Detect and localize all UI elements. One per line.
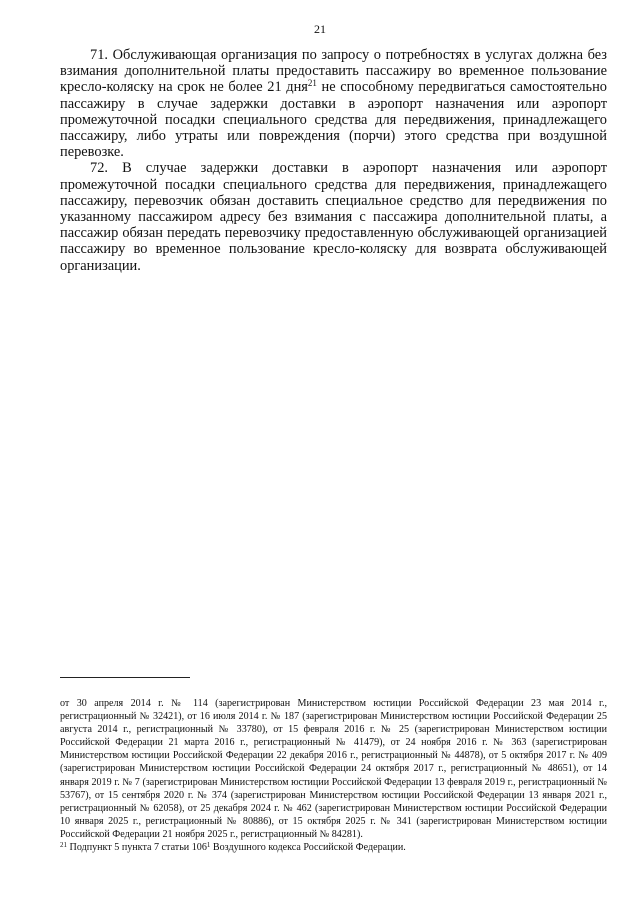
footnote-21-text-before: Подпункт 5 пункта 7 статьи 106 xyxy=(67,842,207,854)
footnote-reference-21: 21 xyxy=(307,78,317,89)
footnote-21-mark: 21 xyxy=(60,841,67,850)
paragraph-71 xyxy=(60,47,607,160)
footnote-continuation: от 30 апреля 2014 г. № 114 (зарегистрирован Министерством юстиции Российской Федерации 23 мая 2014 г., регистрационный № 32421), от 16 июля 2014 г. № 187 (зарегистрирован Министерством юстиции Российской Федерации 25 августа 2014 г., регистрационный № 33780), от 15 февраля 2016 г. № 25 (зарегистрирован Министерством юстиции Российской Федерации 21 марта 2016 г., регистрационный № 41479), от 24 ноября 2016 г. № 363 (зарегистрирован Министерством юстиции Российской Федерации 22 декабря 2016 г., регистрационный № 44878), от 5 октября 2017 г. № 409 (зарегистрирован Министерством юстиции Российской Федерации 24 октября 2017 г., регистрационный № 48651), от 14 января 2019 г. № 7 (зарегистрирован Министерством юстиции Российской Федерации 13 февраля 2019 г., регистрационный № 53767), от 15 сентября 2020 г. № 374 (зарегистрирован Министерством юстиции Российской Федерации 13 января 2021 г., регистрационный № 62058), от 25 декабря 2024 г. № 462 (зарегистрирован Министерством юстиции Российской Федерации 10 января 2025 г., регистрационный № 80886), от 15 октября 2025 г. № 341 (зарегистрирован Министерством юстиции Российской Федерации 21 ноября 2025 г., регистрационный № 84281). xyxy=(60,698,607,840)
page-number: 21 xyxy=(314,22,326,36)
footnote-21-text-after: Воздушного кодекса Российской Федерации. xyxy=(210,842,406,854)
paragraph-71-text-before: 71. Обслуживающая организация по запросу о потребностях в услугах должна без взимания дополнительной платы предоставить пассажиру во временное пользование кресло-коляску на срок не более 21 дня xyxy=(60,47,607,96)
paragraph-72: 72. В случае задержки доставки в аэропорт назначения или аэропорт промежуточной посадки специального средства для передвижения, принадлежащего пассажиру, перевозчик обязан доставить специальное средство для передвижения по указанному пассажиром адресу без взимания с пассажира дополнительной платы, а пассажир обязан передать перевозчику предоставленную обслуживающей организацией пассажиру во временное пользование кресло-коляску для возврата обслуживающей организации. xyxy=(60,160,607,274)
main-text xyxy=(60,47,607,274)
footnote-21 xyxy=(60,841,607,854)
footnote-separator xyxy=(60,677,190,678)
footnote-21-article-sup: 1 xyxy=(206,841,211,850)
paragraph-71-text-after: не способному передвигаться самостоятельно пассажиру в случае задержки доставки в аэропорт назначения или аэропорт промежуточной посадки специального средства для передвижения, принадлежащего пассажиру, либо утраты или повреждения (порчи) этого средства при воздушной перевозке. xyxy=(60,79,607,161)
footnotes xyxy=(60,697,607,854)
